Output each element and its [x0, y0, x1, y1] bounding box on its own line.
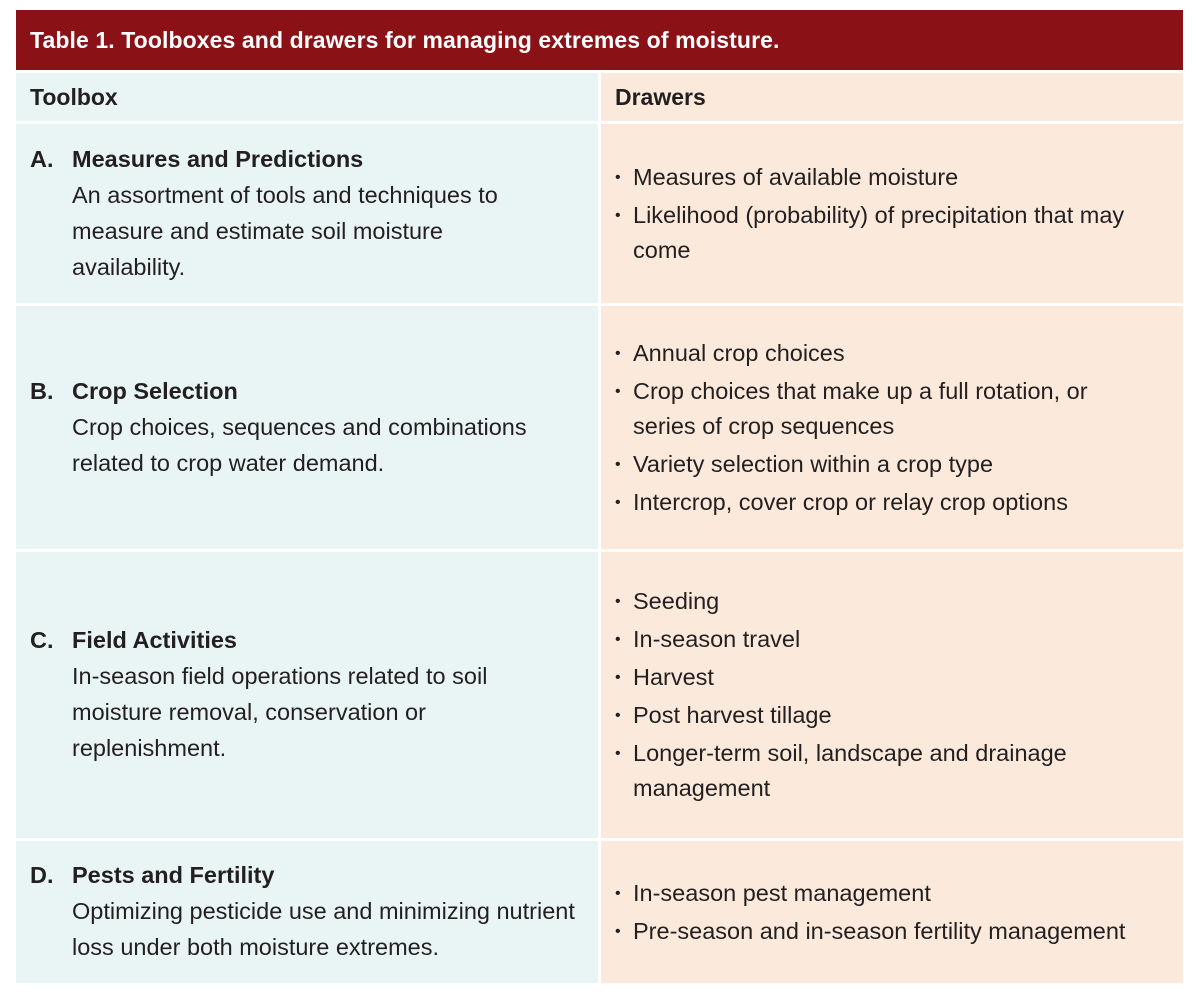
bullet-icon: •: [615, 884, 621, 902]
drawer-item: [615, 660, 1177, 695]
drawer-text: Annual crop choices: [633, 339, 845, 366]
toolbox-letter: B.: [30, 377, 54, 404]
drawer-list: [615, 873, 1177, 952]
drawer-item: [615, 374, 1153, 444]
bullet-icon: •: [615, 669, 621, 686]
bullet-icon: •: [615, 455, 621, 473]
drawers-cell-c: [601, 552, 1183, 838]
bullet-icon: •: [615, 206, 621, 224]
bullet-icon: •: [615, 631, 621, 648]
drawer-text: Longer-term soil, landscape and drainage management: [633, 740, 1067, 801]
drawer-item: [615, 485, 1177, 520]
toolbox-letter: A.: [30, 145, 54, 172]
drawer-text: Seeding: [633, 588, 720, 614]
bullet-icon: •: [615, 593, 621, 610]
drawer-item: [615, 914, 1177, 949]
drawer-text: Harvest: [633, 664, 714, 690]
drawer-item: [615, 698, 1177, 733]
drawer-text: Likelihood (probability) of precipitation that may come: [633, 201, 1125, 263]
table-title: Table 1. Toolboxes and drawers for managing extremes of moisture.: [16, 10, 1183, 70]
drawer-list: [615, 157, 1177, 271]
toolbox-cell-b: [16, 306, 598, 549]
toolbox-cell-d: [16, 841, 598, 983]
drawer-text: Intercrop, cover crop or relay crop options: [633, 488, 1068, 515]
drawers-cell-b: [601, 306, 1183, 549]
toolbox-letter: C.: [30, 627, 54, 653]
toolbox-title-text: Pests and Fertility: [72, 862, 275, 888]
drawers-cell-d: [601, 841, 1183, 983]
toolbox-description: Optimizing pesticide use and minimizing nutrient loss under both moisture extremes.: [72, 898, 575, 960]
header-toolbox: Toolbox: [16, 73, 598, 121]
bullet-icon: •: [615, 707, 621, 724]
drawer-text: Crop choices that make up a full rotation, or series of crop sequences: [633, 377, 1088, 439]
drawer-text: Pre-season and in-season fertility management: [633, 917, 1126, 944]
drawer-item: [615, 336, 1177, 371]
bullet-icon: •: [615, 344, 621, 362]
drawers-cell-a: [601, 124, 1183, 303]
toolbox-description: Crop choices, sequences and combinations related to crop water demand.: [72, 413, 527, 476]
table-grid: [16, 73, 1183, 983]
toolbox-letter: D.: [30, 862, 54, 888]
bullet-icon: •: [615, 493, 621, 511]
toolbox-title-text: Measures and Predictions: [72, 145, 364, 172]
toolbox-title-a: [30, 143, 588, 175]
toolbox-title-c: [30, 624, 588, 656]
drawer-item: [615, 736, 1133, 806]
moisture-toolbox-table: [16, 10, 1183, 983]
bullet-icon: •: [615, 382, 621, 400]
toolbox-title-text: Crop Selection: [72, 377, 238, 404]
drawer-item: [615, 447, 1177, 482]
drawer-item: [615, 160, 1177, 195]
toolbox-cell-a: [16, 124, 598, 303]
drawer-list: [615, 333, 1177, 523]
drawer-text: In-season travel: [633, 626, 801, 652]
toolbox-title-d: [30, 859, 588, 891]
drawer-item: [615, 584, 1177, 619]
drawer-text: Variety selection within a crop type: [633, 450, 994, 477]
drawer-list: [615, 581, 1177, 809]
toolbox-title-text: Field Activities: [72, 627, 237, 653]
toolbox-description: In-season field operations related to soil moisture removal, conservation or replenishment.: [72, 663, 488, 761]
drawer-item: [615, 876, 1177, 911]
drawer-text: Post harvest tillage: [633, 702, 832, 728]
toolbox-description: An assortment of tools and techniques to measure and estimate soil moisture availability.: [72, 181, 498, 280]
drawer-item: [615, 622, 1177, 657]
bullet-icon: •: [615, 168, 621, 186]
header-drawers: Drawers: [601, 73, 1183, 121]
toolbox-cell-c: [16, 552, 598, 838]
drawer-text: Measures of available moisture: [633, 163, 959, 190]
toolbox-title-b: [30, 375, 588, 407]
drawer-text: In-season pest management: [633, 879, 931, 906]
bullet-icon: •: [615, 745, 621, 762]
bullet-icon: •: [615, 922, 621, 940]
drawer-item: [615, 198, 1153, 268]
